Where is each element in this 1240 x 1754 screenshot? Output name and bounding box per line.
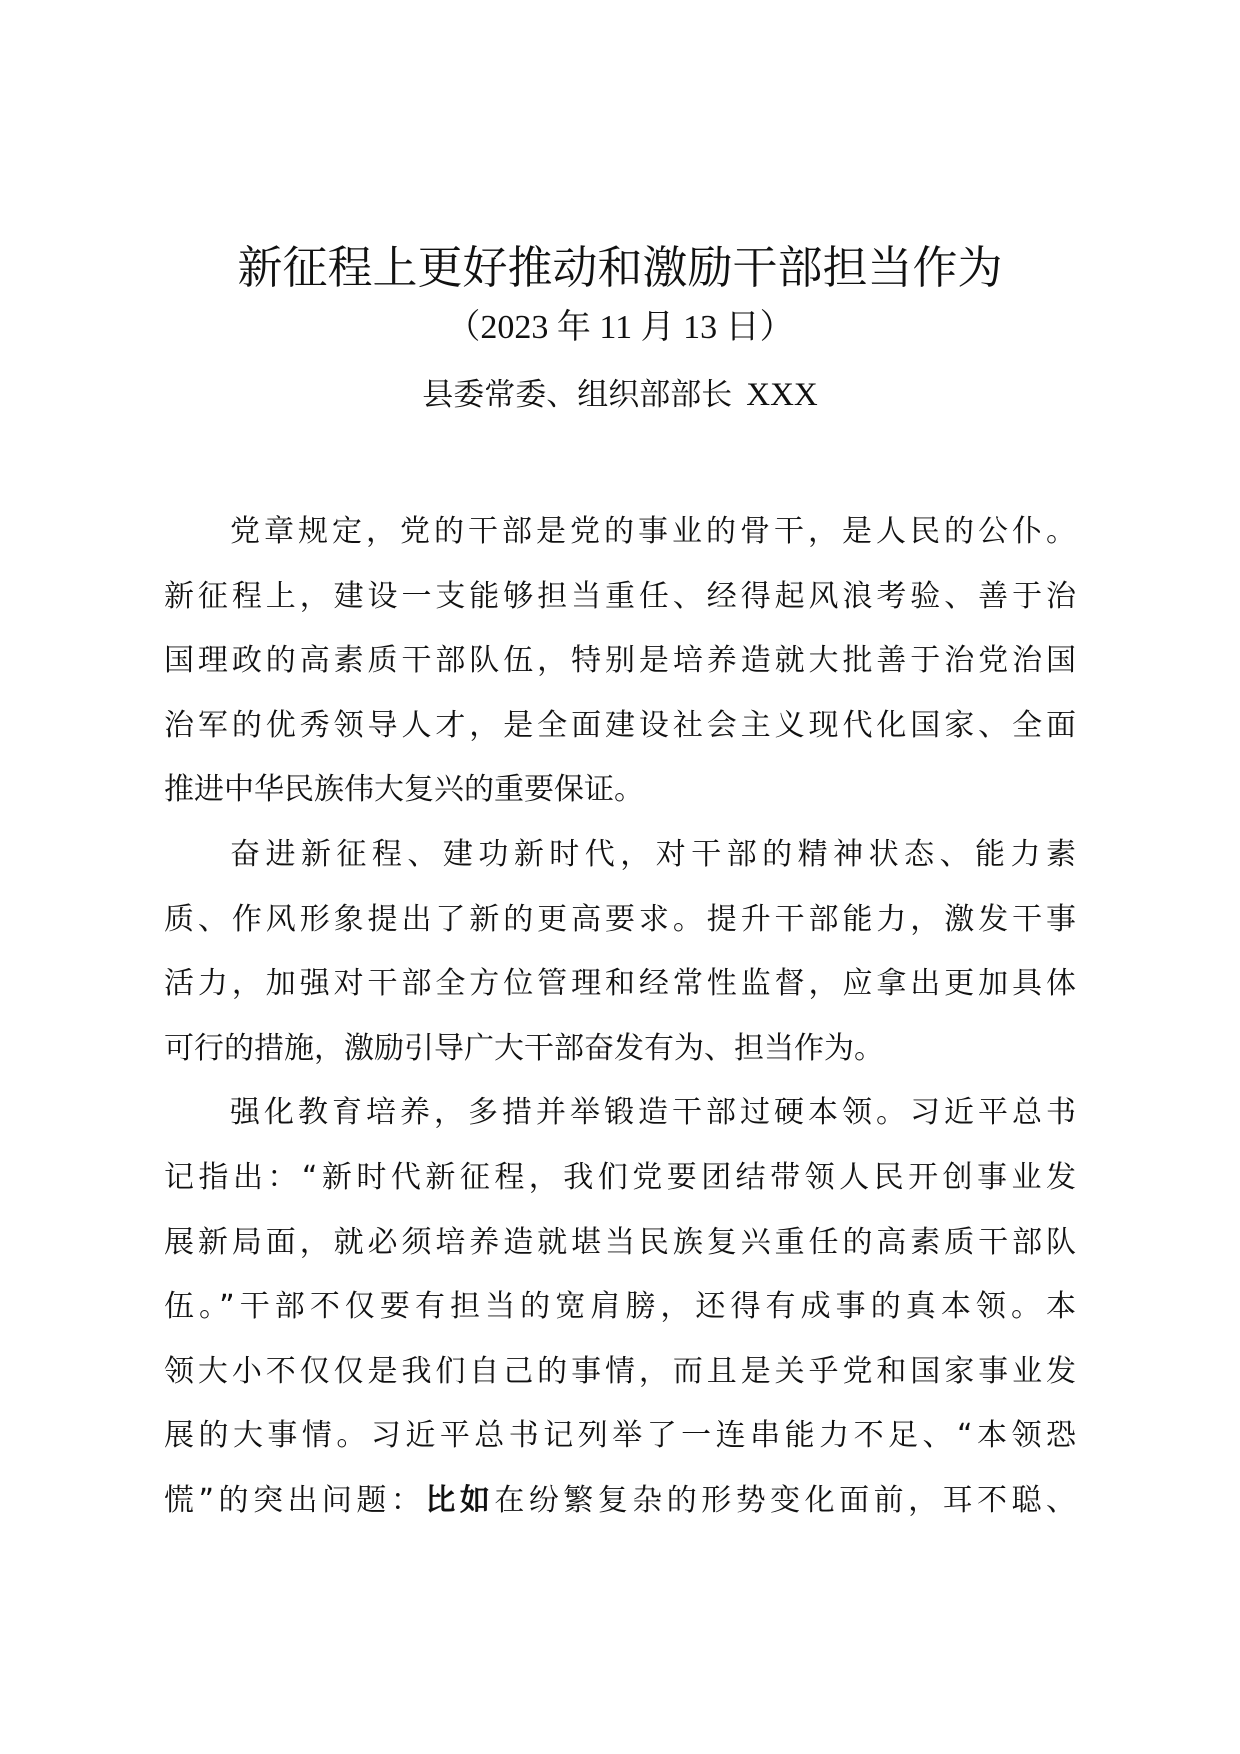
- body-line: 展的大事情。习近平总书记列举了一连串能力不足、“本领恐: [164, 1418, 1076, 1454]
- author-name: XXX: [746, 377, 818, 413]
- body-line: 新征程上，建设一支能够担当重任、经得起风浪考验、善于治: [164, 578, 1076, 614]
- body-line: 奋进新征程、建功新时代，对干部的精神状态、能力素: [230, 836, 1076, 872]
- bold-phrase: 比如: [425, 1482, 495, 1518]
- body-line: 推进中华民族伟大复兴的重要保证。: [164, 772, 644, 808]
- body-line: 记指出：“新时代新征程，我们党要团结带领人民开创事业发: [164, 1159, 1076, 1195]
- body-line: 强化教育培养，多措并举锻造干部过硬本领。习近平总书: [230, 1095, 1076, 1131]
- document-author: [0, 372, 1240, 418]
- body-line: 活力，加强对干部全方位管理和经常性监督，应拿出更加具体: [164, 966, 1076, 1002]
- body-line: 可行的措施，激励引导广大干部奋发有为、担当作为。: [164, 1030, 884, 1066]
- document-date: （2023 年 11 月 13 日）: [446, 309, 794, 346]
- body-line: 党章规定，党的干部是党的事业的骨干，是人民的公仆。: [230, 514, 1076, 549]
- body-line-start: 慌”的突出问题：: [164, 1482, 426, 1518]
- document-title: 新征程上更好推动和激励干部担当作为: [237, 241, 1003, 294]
- body-line: 领大小不仅仅是我们自己的事情，而且是关乎党和国家事业发: [164, 1353, 1076, 1389]
- author-role: 县委常委、组织部部长: [422, 377, 733, 413]
- body-line-end: 在纷繁复杂的形势变化面前，耳不聪、: [494, 1482, 1077, 1518]
- body-line: 伍。”干部不仅要有担当的宽肩膀，还得有成事的真本领。本: [164, 1289, 1076, 1325]
- body-line: 质、作风形象提出了新的更高要求。提升干部能力，激发干事: [164, 901, 1076, 937]
- body-line: 国理政的高素质干部队伍，特别是培养造就大批善于治党治国: [164, 643, 1076, 679]
- body-line-mixed: [164, 1469, 1076, 1534]
- document-body: [164, 500, 1076, 1534]
- body-line: 展新局面，就必须培养造就堪当民族复兴重任的高素质干部队: [164, 1224, 1076, 1260]
- body-line: 治军的优秀领导人才，是全面建设社会主义现代化国家、全面: [164, 707, 1076, 743]
